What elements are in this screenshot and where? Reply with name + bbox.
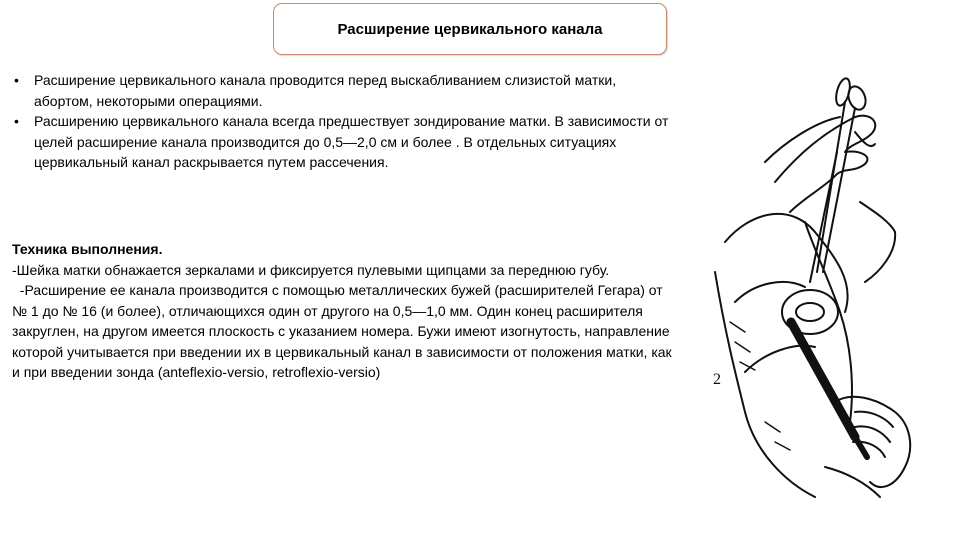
slide-title: Расширение цервикального канала <box>273 3 667 55</box>
bullet-list <box>12 70 672 173</box>
technique-heading: Техника выполнения. <box>12 241 163 257</box>
bullet-item: • Расширению цервикального канала всегда предшествует зондирование матки. В зависимости от целей расширение канала производится до 0,5—2,0 см и более . В отдельных ситуациях цервикальный канал раскрывается путем рассечения. <box>12 111 672 173</box>
technique-section <box>12 239 676 383</box>
illustration-label: 2 <box>713 371 721 388</box>
technique-step-1: -Шейка матки обнажается зеркалами и фиксируется пулевыми щипцами за переднюю губу. <box>12 261 610 278</box>
bullet-item: • Расширение цервикального канала проводится перед выскабливанием слизистой матки, абортом, некоторыми операциями. <box>12 70 672 111</box>
technique-step-2: -Расширение ее канала производится с помощью металлических бужей (расширителей Гегара) от № 1 до № 16 (и более), отличающихся один от другого на 0,5—1,0 мм. Один конец расширителя закруглен, на другом имеется плоскость с указанием номера. Бужи имеют изогнутость, направление которой учитывается при введении их в цервикальный канал в зависимости от положения матки, как и при введении зонда (anteflexio-versio, retroflexio-versio) <box>12 282 676 380</box>
upper-hand-icon <box>775 116 875 212</box>
cervical-dilation-illustration <box>705 72 930 502</box>
dilator-icon <box>791 322 855 437</box>
